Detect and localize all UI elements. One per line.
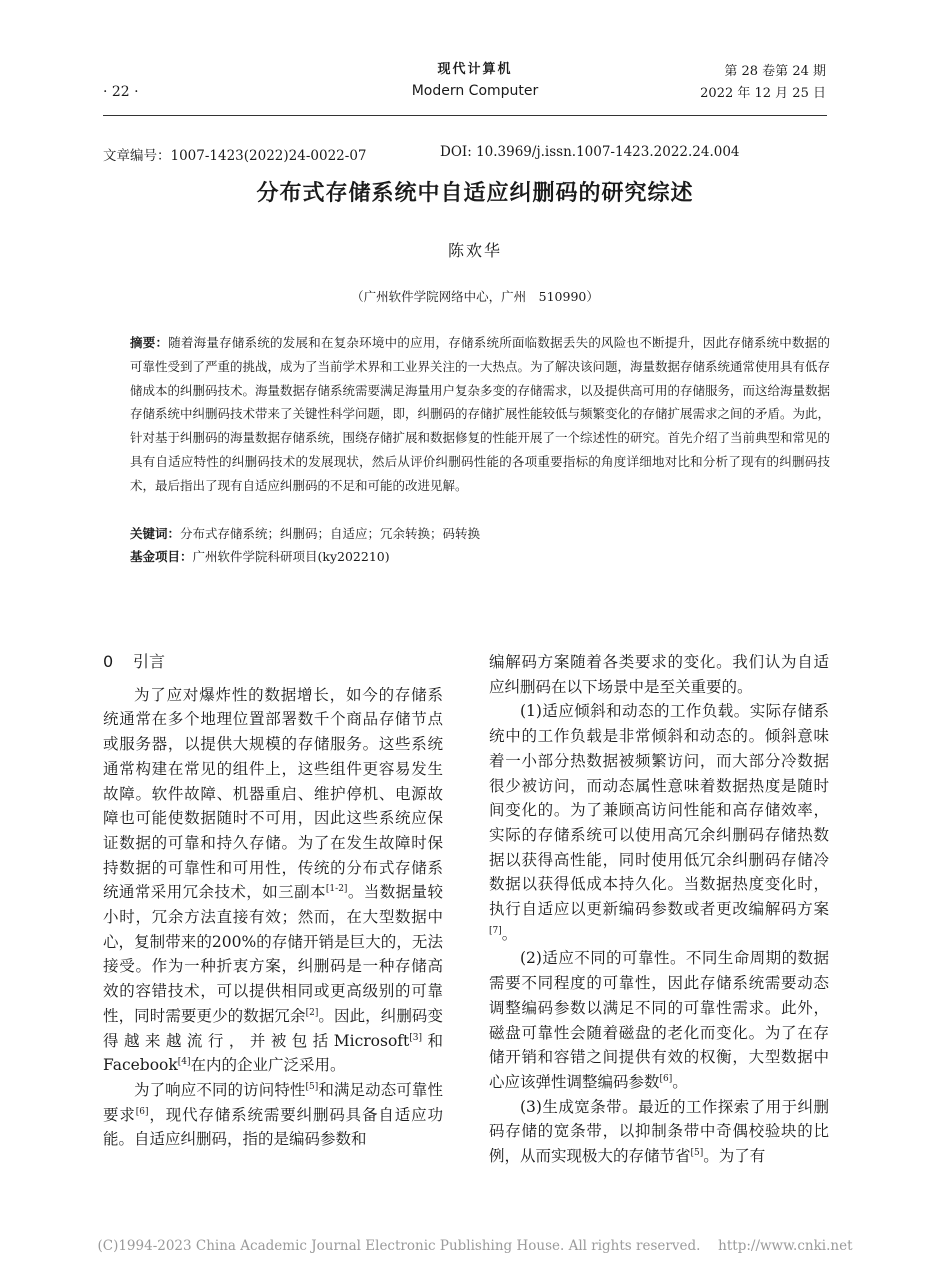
citation[interactable]: [2] (305, 1007, 319, 1018)
paper-title: 分布式存储系统中自适应纠删码的研究综述 (256, 181, 694, 206)
keywords-label: 关键词： (130, 526, 181, 541)
article-id: 文章编号：1007-1423(2022)24-0022-07 (103, 148, 367, 164)
page-number: · 22 · (103, 84, 139, 100)
paragraph: (3)生成宽条带。最近的工作探索了用于纠删码存储的宽条带，以抑制条带中奇偶校验块的比例，从而实现极大的存储节省[5]。为了有 (489, 1097, 829, 1166)
citation[interactable]: [6] (659, 1073, 673, 1084)
keywords-text: 分布式存储系统；纠删码；自适应；冗余转换；码转换 (180, 526, 481, 541)
abstract (130, 331, 830, 498)
keywords (130, 523, 830, 545)
section-title: 引言 (133, 652, 166, 671)
citation[interactable]: [5] (305, 1081, 319, 1092)
paragraph: 为了响应不同的访问特性[5]和满足动态可靠性要求[6]，现代存储系统需要纠删码具备自适应功能。自适应纠删码，指的是编码参数和 (103, 1080, 443, 1149)
fund-label: 基金项目： (130, 549, 193, 564)
paragraph: (2)适应不同的可靠性。不同生命周期的数据需要不同程度的可靠性，因此存储系统需要动态调整编码参数以满足不同的可靠性需求。此外，磁盘可靠性会随着磁盘的老化而变化。为了在存储开销和容错之间提供有效的权衡，大型数据中心应该弹性调整编码参数[6]。 (489, 949, 829, 1091)
fund-text: 广州软件学院科研项目(ky202210) (192, 549, 390, 564)
paragraph: 为了应对爆炸性的数据增长，如今的存储系统通常在多个地理位置部署数千个商品存储节点或服务器，以提供大规模的存储服务。这些系统通常构建在常见的组件上，这些组件更容易发生故障。软件故障、机器重启、维护停机、电源故障也可能使数据随时不可用，因此这些系统应保证数据的可靠和持久存储。为了在发生故障时保持数据的可靠性和可用性，传统的分布式存储系统通常采用冗余技术，如三副本[1-2]。当数据量较小时，冗余方法直接有效；然而，在大型数据中心，复制带来的200%的存储开销是巨大的，无法接受。作为一种折衷方案，纠删码是一种存储高效的容错技术，可以提供相同或更高级别的可靠性，同时需要更少的数据冗余[2]。因此，纠删码变得越来越流行，并被包括Microsoft[3]和Facebook[4]在内的企业广泛采用。 (103, 685, 443, 1075)
section-heading (103, 650, 443, 675)
citation[interactable]: [6] (135, 1106, 149, 1117)
header-divider (103, 115, 827, 116)
abstract-label: 摘要： (130, 335, 169, 350)
citation[interactable]: [3] (409, 1032, 422, 1043)
citation[interactable]: [4] (177, 1057, 191, 1068)
paragraph: 编解码方案随着各类要求的变化。我们认为自适应纠删码在以下场景中是至关重要的。 (489, 653, 829, 696)
section-number: 0 (103, 652, 114, 671)
body-column-right (489, 650, 829, 1169)
paragraph: (1)适应倾斜和动态的工作负载。实际存储系统中的工作负载是非常倾斜和动态的。倾斜意味着一小部分热数据被频繁访问，而大部分冷数据很少被访问，而动态属性意味着数据热度是随时间变化的。为了兼顾高访问性能和高存储效率，实际的存储系统可以使用高冗余纠删码存储热数据以获得高性能，同时使用低冗余纠删码存储冷数据以获得低成本持久化。当数据热度变化时，执行自适应以更新编码参数或者更改编解码方案[7]。 (489, 702, 829, 943)
citation[interactable]: [1-2] (325, 884, 348, 895)
doi[interactable]: DOI: 10.3969/j.issn.1007-1423.2022.24.004 (440, 144, 740, 160)
author: 陈欢华 (447, 241, 502, 260)
citation[interactable]: [5] (690, 1147, 704, 1158)
journal-name-en: Modern Computer (411, 83, 539, 99)
volume-issue: 第 28 卷第 24 期 (724, 64, 826, 79)
copyright-footer: (C)1994-2023 China Academic Journal Electronic Publishing House. All rights reserved. http://www.cnki.net (97, 1238, 853, 1254)
journal-name-cn: 现代计算机 (437, 62, 513, 77)
fund-project (130, 546, 830, 568)
abstract-text: 随着海量存储系统的发展和在复杂环境中的应用，存储系统所面临数据丢失的风险也不断提升，因此存储系统中数据的可靠性受到了严重的挑战，成为了当前学术界和工业界关注的一大热点。为了解决该问题，海量数据存储系统通常使用具有低存储成本的纠删码技术。海量数据存储系统需要满足海量用户复杂多变的存储需求，以及提供高可用的存储服务，而这给海量数据存储系统中纠删码技术带来了关键性科学问题，即，纠删码的存储扩展性能较低与频繁变化的存储扩展需求之间的矛盾。为此，针对基于纠删码的海量数据存储系统，围绕存储扩展和数据修复的性能开展了一个综述性的研究。首先介绍了当前典型和常见的具有自适应特性的纠删码技术的发展现状，然后从评价纠删码性能的各项重要指标的角度详细地对比和分析了现有的纠删码技术，最后指出了现有自适应纠删码的不足和可能的改进见解。 (130, 335, 831, 493)
issue-date: 2022 年 12 月 25 日 (700, 86, 826, 101)
citation[interactable]: [7] (489, 925, 502, 936)
body-column-left (103, 650, 443, 1152)
affiliation: （广州软件学院网络中心，广州 510990） (351, 289, 599, 304)
